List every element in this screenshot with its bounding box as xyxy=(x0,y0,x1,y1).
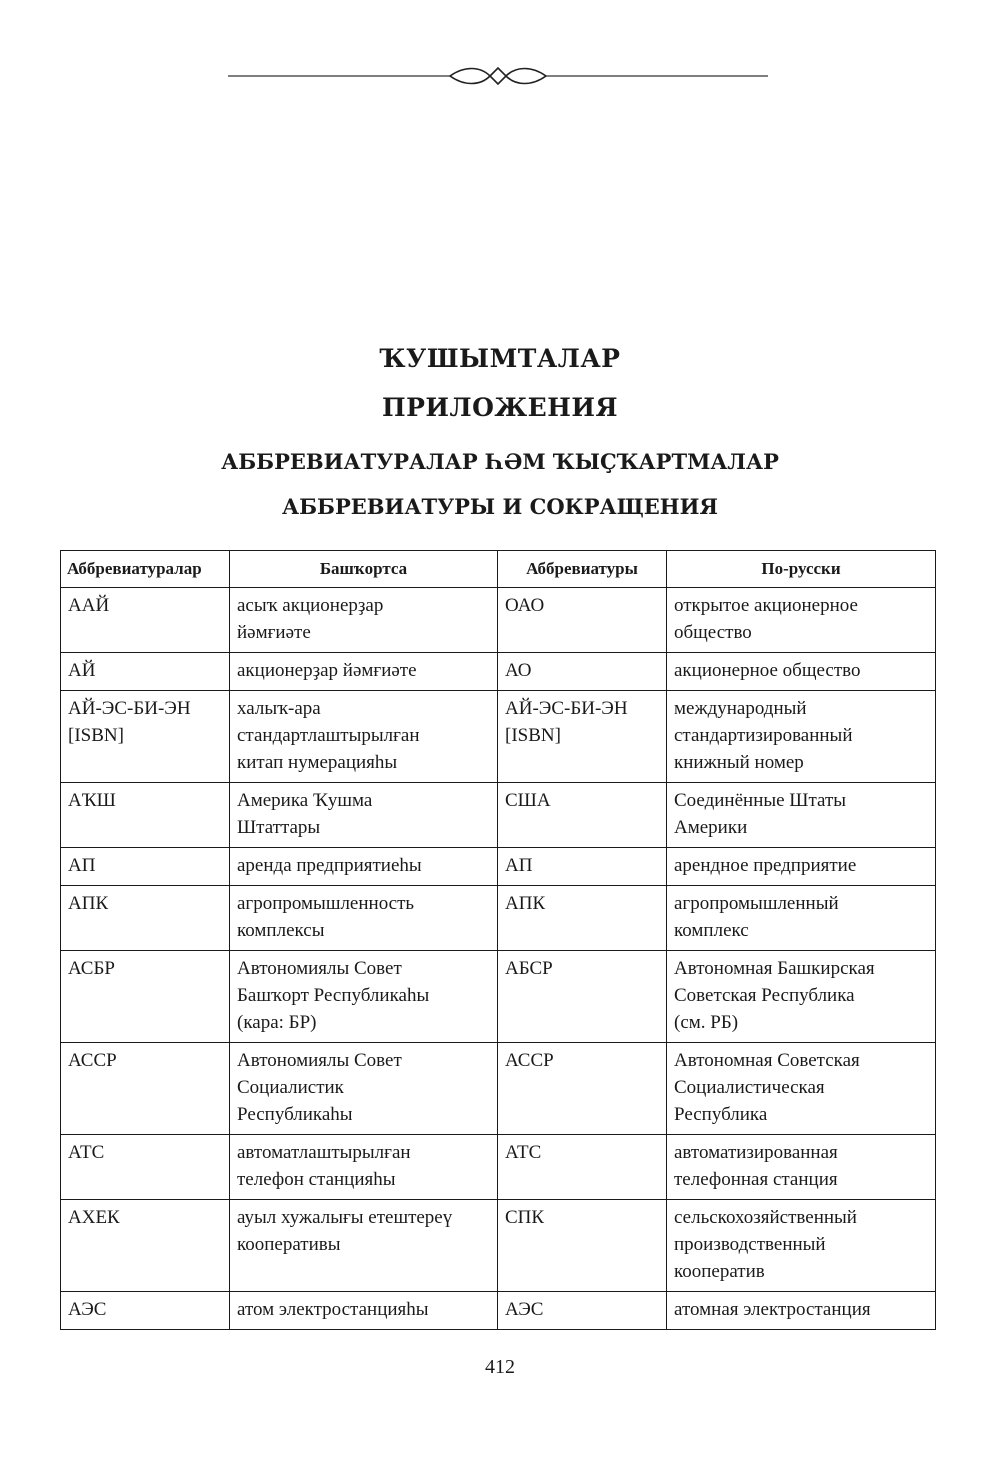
cell-text: АБСР xyxy=(505,958,553,979)
cell-text: Автономная Советская Социалистическая Республика xyxy=(674,1050,860,1125)
table-row xyxy=(61,653,936,691)
cell-text: открытое акционерное общество xyxy=(674,595,858,643)
cell-text: АП xyxy=(68,855,96,876)
cell-abbr-russian xyxy=(498,848,667,886)
cell-text: АПК xyxy=(505,893,546,914)
cell-text: акционерное общество xyxy=(674,660,861,681)
cell-abbr-russian xyxy=(498,1135,667,1200)
cell-text: АСБР xyxy=(68,958,115,979)
cell-text: автоматизированная телефонная станция xyxy=(674,1142,838,1190)
cell-text: ауыл хужалығы етештереү кооперативы xyxy=(237,1207,453,1255)
cell-text: Америка Ҡушма Штаттары xyxy=(237,790,373,838)
cell-russian-text xyxy=(667,1135,936,1200)
cell-text: АССР xyxy=(505,1050,554,1071)
cell-russian-text xyxy=(667,1200,936,1292)
cell-bashkir-text xyxy=(230,848,498,886)
table-row xyxy=(61,1200,936,1292)
cell-text: АЙ-ЭС-БИ-ЭН [ISBN] xyxy=(68,698,191,746)
header-abbr-russian: Аббревиатуры xyxy=(498,551,667,588)
cell-bashkir-text xyxy=(230,691,498,783)
table-row xyxy=(61,1135,936,1200)
cell-abbr-bashkir xyxy=(61,691,230,783)
title-russian: ПРИЛОЖЕНИЯ xyxy=(381,393,619,422)
title-bashkir: ҠУШЫМТАЛАР xyxy=(379,344,621,373)
cell-bashkir-text xyxy=(230,588,498,653)
cell-text: Автономиялы Совет Социалистик Республикаһы xyxy=(237,1050,402,1125)
cell-abbr-bashkir xyxy=(61,886,230,951)
cell-abbr-bashkir xyxy=(61,951,230,1043)
cell-abbr-russian xyxy=(498,783,667,848)
table-row xyxy=(61,783,936,848)
abbreviations-table xyxy=(60,550,936,1330)
table-header-row xyxy=(61,551,936,588)
cell-abbr-bashkir xyxy=(61,1200,230,1292)
header-abbr-bashkir: Аббревиатуралар xyxy=(61,551,230,588)
cell-text: атомная электростанция xyxy=(674,1299,871,1320)
subtitle-bashkir: АББРЕВИАТУРАЛАР ҺӘМ ҠЫҪҠАРТМАЛАР xyxy=(221,449,779,474)
cell-bashkir-text xyxy=(230,1135,498,1200)
table-body xyxy=(61,588,936,1330)
cell-russian-text xyxy=(667,588,936,653)
cell-text: СПК xyxy=(505,1207,545,1228)
cell-abbr-russian xyxy=(498,951,667,1043)
cell-abbr-bashkir xyxy=(61,1043,230,1135)
cell-abbr-russian xyxy=(498,588,667,653)
cell-text: АП xyxy=(505,855,533,876)
cell-text: аренда предприятиеһы xyxy=(237,855,422,876)
cell-russian-text xyxy=(667,783,936,848)
cell-text: ААЙ xyxy=(68,595,110,616)
page-number: 412 xyxy=(485,1356,515,1378)
cell-russian-text xyxy=(667,691,936,783)
cell-russian-text xyxy=(667,653,936,691)
table-row xyxy=(61,1043,936,1135)
table-row xyxy=(61,691,936,783)
header-russian: По-русски xyxy=(667,551,936,588)
cell-bashkir-text xyxy=(230,951,498,1043)
cell-text: международный стандартизированный книжный номер xyxy=(674,698,853,773)
cell-text: сельскохозяйственный производственный кооператив xyxy=(674,1207,857,1282)
cell-text: АЙ-ЭС-БИ-ЭН [ISBN] xyxy=(505,698,628,746)
cell-text: агропромышленный комплекс xyxy=(674,893,839,941)
cell-bashkir-text xyxy=(230,1200,498,1292)
header-bashkir: Башҡортса xyxy=(230,551,498,588)
cell-text: АССР xyxy=(68,1050,117,1071)
cell-text: АЭС xyxy=(68,1299,107,1320)
table-row xyxy=(61,951,936,1043)
cell-bashkir-text xyxy=(230,1043,498,1135)
subtitle-russian: АББРЕВИАТУРЫ И СОКРАЩЕНИЯ xyxy=(281,494,718,519)
cell-russian-text xyxy=(667,886,936,951)
cell-abbr-russian xyxy=(498,691,667,783)
cell-russian-text xyxy=(667,848,936,886)
cell-text: АЙ xyxy=(68,660,96,681)
cell-text: АТС xyxy=(68,1142,105,1163)
cell-abbr-russian xyxy=(498,1043,667,1135)
cell-text: США xyxy=(505,790,551,811)
cell-text: АЭС xyxy=(505,1299,544,1320)
cell-text: АҠШ xyxy=(68,790,116,811)
table-row xyxy=(61,588,936,653)
cell-text: автоматлаштырылған телефон станцияһы xyxy=(237,1142,411,1190)
cell-abbr-bashkir xyxy=(61,1135,230,1200)
ornament-divider xyxy=(228,60,768,92)
cell-bashkir-text xyxy=(230,1292,498,1330)
cell-abbr-bashkir xyxy=(61,848,230,886)
cell-bashkir-text xyxy=(230,886,498,951)
cell-text: халыҡ-ара стандартлаштырылған китап нумерацияһы xyxy=(237,698,420,773)
cell-bashkir-text xyxy=(230,653,498,691)
cell-russian-text xyxy=(667,1043,936,1135)
table-row xyxy=(61,848,936,886)
cell-abbr-bashkir xyxy=(61,588,230,653)
cell-russian-text xyxy=(667,951,936,1043)
cell-text: асыҡ акционерҙар йәмғиәте xyxy=(237,595,384,643)
cell-abbr-bashkir xyxy=(61,1292,230,1330)
table-row xyxy=(61,1292,936,1330)
cell-text: АХЕК xyxy=(68,1207,120,1228)
cell-text: АО xyxy=(505,660,532,681)
cell-russian-text xyxy=(667,1292,936,1330)
cell-text: агропромышленность комплексы xyxy=(237,893,415,941)
table-row xyxy=(61,886,936,951)
cell-text: атом электростанцияһы xyxy=(237,1299,429,1320)
cell-abbr-bashkir xyxy=(61,783,230,848)
cell-text: Автономиялы Совет Башҡорт Республикаһы (кара: БР) xyxy=(237,958,430,1033)
cell-text: Соединённые Штаты Америки xyxy=(674,790,847,838)
cell-text: АПК xyxy=(68,893,109,914)
cell-text: арендное предприятие xyxy=(674,855,857,876)
cell-abbr-russian xyxy=(498,886,667,951)
cell-text: Автономная Башкирская Советская Республика (см. РБ) xyxy=(674,958,875,1033)
cell-text: ОАО xyxy=(505,595,545,616)
cell-text: АТС xyxy=(505,1142,542,1163)
cell-abbr-russian xyxy=(498,653,667,691)
cell-abbr-russian xyxy=(498,1200,667,1292)
cell-text: акционерҙар йәмғиәте xyxy=(237,660,417,681)
cell-abbr-bashkir xyxy=(61,653,230,691)
cell-abbr-russian xyxy=(498,1292,667,1330)
cell-bashkir-text xyxy=(230,783,498,848)
